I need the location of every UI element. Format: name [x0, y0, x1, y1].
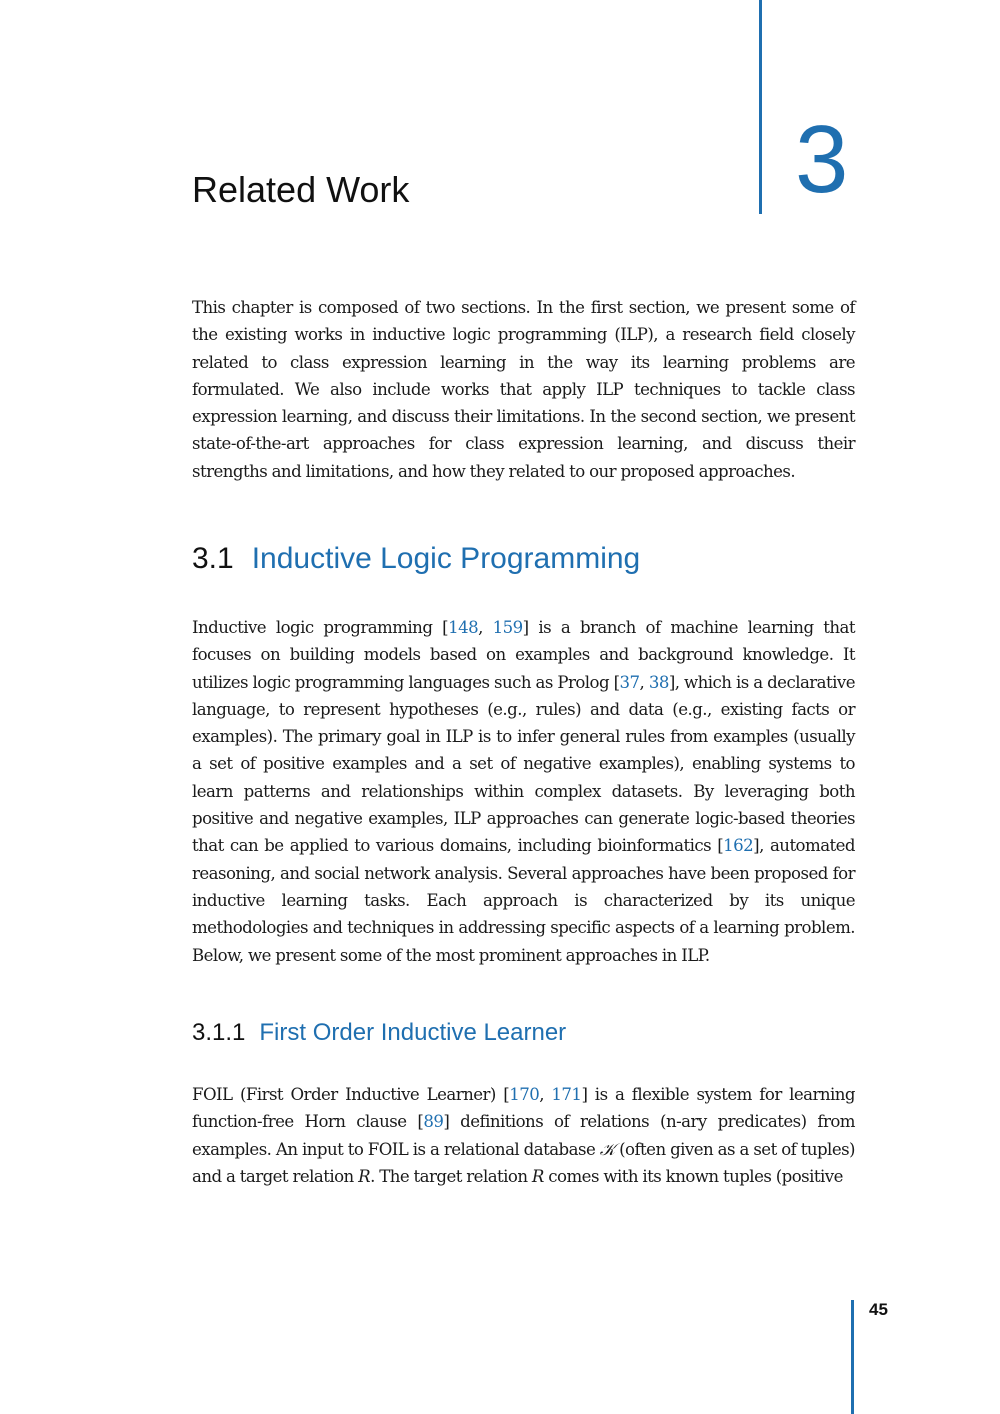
text-run: . The target relation: [370, 1166, 532, 1186]
intro-paragraph: This chapter is composed of two sections. In the first section, we present some of the existing works in inductive logic programming (ILP), a research field closely related to class expression learning in the way its learning problems are formulated. We also include works that apply ILP techniques to tackle class expression learning, and discuss their limitations. In the second section, we present state-of-the-art approaches for class expression learning, and discuss their strengths and limitations, and how they related to our proposed approaches.: [192, 298, 855, 481]
chapter-rule: [759, 0, 762, 214]
page-number: 45: [869, 1300, 888, 1319]
math-symbol: R: [358, 1166, 371, 1186]
foil-paragraph: [192, 1081, 855, 1190]
citation-link[interactable]: 170: [509, 1085, 540, 1104]
text-run: comes with its known tuples (positive: [543, 1166, 843, 1186]
section-heading-3-1-1: [192, 1020, 566, 1046]
text-run: ], automated reasoning, and social network analysis. Several approaches have been proposed for inductive learning tasks. Each approach is characterized by its unique methodologies and techniques in addressing specific aspects of a learning problem. Below, we present some of the most prominent approaches in ILP.: [192, 836, 855, 965]
text-run: Inductive logic programming [: [192, 618, 449, 637]
text-run: ,: [478, 618, 493, 637]
text-run: ], which is a declarative language, to represent hypotheses (e.g., rules) and data (e.g., existing facts or examples). The primary goal in ILP is to infer general rules from examples (usually a set of positive examples and a set of negative examples), enabling systems to learn patterns and relationships within complex datasets. By leveraging both positive and negative examples, ILP approaches can generate logic-based theories that can be applied to various domains, including bioinformatics [: [192, 672, 855, 856]
chapter-title: Related Work: [192, 169, 410, 210]
subsection-number: 3.1.1: [192, 1019, 246, 1046]
citation-link[interactable]: 89: [423, 1112, 444, 1132]
citation-link[interactable]: 159: [492, 618, 523, 637]
math-symbol: 𝒦: [599, 1139, 615, 1159]
citation-link[interactable]: 162: [723, 836, 754, 856]
citation-link[interactable]: 171: [551, 1085, 582, 1104]
text-run: ,: [539, 1085, 552, 1104]
citation-link[interactable]: 37: [619, 672, 640, 692]
citation-link[interactable]: 148: [448, 618, 479, 637]
subsection-title: First Order Inductive Learner: [259, 1019, 567, 1046]
text-run: ] definitions of relations (n-ary predicates) from examples. An input to FOIL is a relational database: [192, 1112, 855, 1159]
section-number: 3.1: [192, 542, 234, 575]
text-run: ,: [639, 672, 649, 692]
text-run: ] is a flexible system for learning function-free Horn clause [: [192, 1085, 856, 1132]
ilp-paragraph: [192, 614, 855, 969]
chapter-number: 3: [795, 106, 849, 213]
section-title: Inductive Logic Programming: [251, 542, 641, 575]
text-run: (often given as a set of tuples) and a target relation: [192, 1139, 855, 1186]
footer-rule: [851, 1300, 854, 1414]
text-run: FOIL (First Order Inductive Learner) [: [192, 1085, 510, 1104]
math-symbol: R: [531, 1166, 544, 1186]
section-heading-3-1: [192, 542, 640, 575]
citation-link[interactable]: 38: [648, 672, 669, 692]
text-run: ] is a branch of machine learning that focuses on building models based on examples and background knowledge. It utilizes logic programming languages such as Prolog [: [192, 618, 855, 692]
